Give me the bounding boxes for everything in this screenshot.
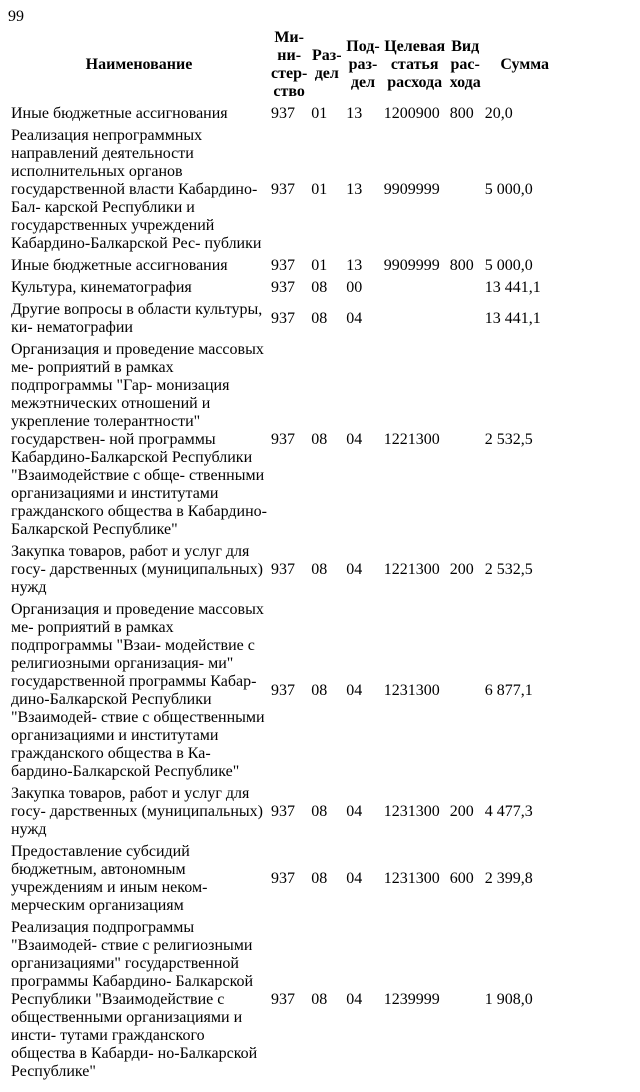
row-target-item: 1200900 bbox=[383, 105, 440, 122]
row-subsection: 04 bbox=[346, 310, 363, 327]
page-number: 99 bbox=[8, 8, 24, 25]
row-ministry: 937 bbox=[271, 682, 295, 699]
row-sum: 5 000,0 bbox=[484, 257, 533, 274]
row-expense-kind bbox=[449, 300, 482, 338]
row-target-item bbox=[383, 300, 447, 338]
row-subsection: 04 bbox=[346, 803, 363, 820]
row-target-item: 1221300 bbox=[383, 431, 440, 448]
row-section: 08 bbox=[311, 431, 328, 448]
row-expense-kind bbox=[449, 600, 482, 782]
column-header-section: Раз- дел bbox=[312, 47, 342, 82]
row-ministry: 937 bbox=[271, 310, 295, 327]
row-section: 08 bbox=[311, 803, 328, 820]
row-name: Организация и проведение массовых ме- роприятий в рамках подпрограммы "Гар- монизация межэтнических отношений и укрепление толерантности" государствен- ной программы Кабардино-Балкарской Республики "Взаимодействие с обще- ственными организациями и институтами гражданского общества в Кабардино- Балкарской Республике" bbox=[11, 341, 267, 538]
row-name: Реализация подпрограммы "Взаимодей- ствие с религиозными организациями" государственной программы Кабардино- Балкарской Республики "Взаимодействие с общественными организациями и инсти- тутами гражданского общества в Кабарди- но-Балкарской Республике" bbox=[11, 919, 258, 1080]
row-expense-kind bbox=[449, 918, 482, 1082]
row-name: Культура, кинематография bbox=[11, 279, 192, 296]
table-row bbox=[10, 542, 566, 598]
row-target-item bbox=[383, 278, 447, 298]
column-header-name: Наименование bbox=[85, 56, 193, 73]
table-row bbox=[10, 256, 566, 276]
row-name: Предоставление субсидий бюджетным, автономным учреждениям и иным неком- мерческим организациям bbox=[11, 843, 208, 914]
row-section: 08 bbox=[311, 870, 328, 887]
row-sum: 4 477,3 bbox=[484, 803, 533, 820]
table-row bbox=[10, 600, 566, 782]
table-row bbox=[10, 784, 566, 840]
row-expense-kind: 800 bbox=[449, 257, 474, 274]
row-sum: 13 441,1 bbox=[484, 310, 541, 327]
row-ministry: 937 bbox=[271, 870, 295, 887]
table-row bbox=[10, 300, 566, 338]
row-target-item: 1231300 bbox=[383, 870, 440, 887]
row-expense-kind bbox=[449, 278, 482, 298]
row-name: Другие вопросы в области культуры, ки- нематографии bbox=[11, 301, 263, 336]
row-expense-kind bbox=[449, 126, 482, 254]
row-target-item: 1231300 bbox=[383, 803, 440, 820]
row-sum: 2 532,5 bbox=[484, 561, 533, 578]
row-subsection: 04 bbox=[346, 870, 363, 887]
row-ministry: 937 bbox=[271, 991, 295, 1008]
column-header-target-item: Целевая статья расхода bbox=[384, 38, 446, 91]
row-section: 08 bbox=[311, 991, 328, 1008]
row-expense-kind: 800 bbox=[449, 105, 474, 122]
row-name: Организация и проведение массовых ме- роприятий в рамках подпрограммы "Взаи- модействие с религиозными организация- ми" государственной программы Кабар- дино-Балкарской Республики "Взаимодей- ствие с общественными организациями и институтами гражданского общества в Ка- бардино-Балкарской Республике" bbox=[11, 601, 265, 780]
row-name: Иные бюджетные ассигнования bbox=[11, 105, 228, 122]
row-subsection: 13 bbox=[346, 105, 363, 122]
row-sum: 5 000,0 bbox=[484, 181, 533, 198]
row-section: 01 bbox=[311, 181, 328, 198]
row-target-item: 1221300 bbox=[383, 561, 440, 578]
row-sum: 13 441,1 bbox=[484, 279, 541, 296]
row-section: 08 bbox=[311, 682, 328, 699]
table-row bbox=[10, 126, 566, 254]
row-expense-kind: 200 bbox=[449, 803, 474, 820]
row-ministry: 937 bbox=[271, 561, 295, 578]
table-row bbox=[10, 278, 566, 298]
row-section: 08 bbox=[311, 310, 328, 327]
budget-table bbox=[8, 26, 568, 1084]
row-sum: 6 877,1 bbox=[484, 682, 533, 699]
row-name: Иные бюджетные ассигнования bbox=[11, 257, 228, 274]
table-row bbox=[10, 340, 566, 540]
row-sum: 2 399,8 bbox=[484, 870, 533, 887]
row-ministry: 937 bbox=[271, 105, 295, 122]
table-row bbox=[10, 918, 566, 1082]
column-header-subsection: Под- раз- дел bbox=[346, 38, 380, 91]
column-header-ministry: Ми- ни- стер- ство bbox=[271, 29, 308, 100]
row-ministry: 937 bbox=[271, 279, 295, 296]
row-sum: 20,0 bbox=[484, 105, 513, 122]
row-target-item: 9909999 bbox=[383, 181, 440, 198]
row-subsection: 13 bbox=[346, 257, 363, 274]
row-section: 01 bbox=[311, 105, 328, 122]
row-subsection: 04 bbox=[346, 431, 363, 448]
column-header-sum: Сумма bbox=[500, 56, 550, 73]
row-name: Закупка товаров, работ и услуг для госу- дарственных (муниципальных) нужд bbox=[11, 785, 263, 838]
row-ministry: 937 bbox=[271, 257, 295, 274]
row-expense-kind: 200 bbox=[449, 561, 474, 578]
row-name: Реализация непрограммных направлений деятельности исполнительных органов государственной власти Кабардино-Бал- карской Республики и государственных учреждений Кабардино-Балкарской Рес- публики bbox=[11, 127, 262, 252]
column-header-expense-kind: Вид рас- хода bbox=[449, 38, 481, 91]
row-subsection: 04 bbox=[346, 682, 363, 699]
row-section: 08 bbox=[311, 279, 328, 296]
row-subsection: 04 bbox=[346, 991, 363, 1008]
table-header-row bbox=[10, 28, 566, 102]
row-ministry: 937 bbox=[271, 431, 295, 448]
row-subsection: 00 bbox=[346, 279, 363, 296]
row-sum: 1 908,0 bbox=[484, 991, 533, 1008]
row-subsection: 13 bbox=[346, 181, 363, 198]
row-ministry: 937 bbox=[271, 181, 295, 198]
row-sum: 2 532,5 bbox=[484, 431, 533, 448]
table-row bbox=[10, 104, 566, 124]
row-target-item: 1239999 bbox=[383, 991, 440, 1008]
row-subsection: 04 bbox=[346, 561, 363, 578]
row-target-item: 9909999 bbox=[383, 257, 440, 274]
row-section: 08 bbox=[311, 561, 328, 578]
row-expense-kind: 600 bbox=[449, 870, 474, 887]
row-expense-kind bbox=[449, 340, 482, 540]
row-ministry: 937 bbox=[271, 803, 295, 820]
row-target-item: 1231300 bbox=[383, 682, 440, 699]
row-name: Закупка товаров, работ и услуг для госу- дарственных (муниципальных) нужд bbox=[11, 543, 263, 596]
row-section: 01 bbox=[311, 257, 328, 274]
